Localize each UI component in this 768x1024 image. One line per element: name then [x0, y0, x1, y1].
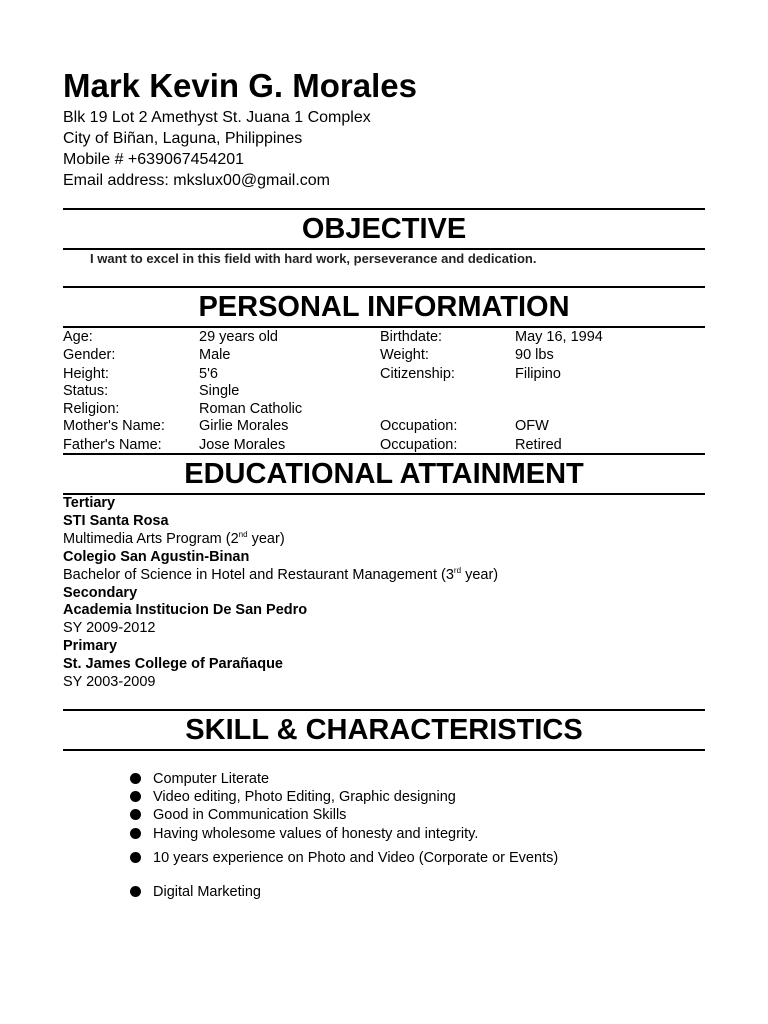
- school-name: St. James College of Parañaque: [63, 656, 283, 673]
- education-heading: EDUCATIONAL ATTAINMENT: [184, 458, 584, 490]
- personal-heading: PERSONAL INFORMATION: [198, 291, 570, 323]
- skill-item: Computer Literate: [130, 770, 269, 788]
- info-label: Occupation:: [380, 418, 458, 434]
- school-year: SY 2009-2012: [63, 620, 156, 637]
- objective-top-rule: [63, 208, 705, 210]
- info-row: [63, 400, 705, 418]
- objective-heading: OBJECTIVE: [301, 213, 467, 245]
- info-value: 90 lbs: [515, 347, 554, 363]
- email-address: Email address: mkslux00@gmail.com: [63, 172, 330, 189]
- info-row: [63, 417, 705, 435]
- info-value: Single: [199, 383, 240, 399]
- skills-heading: SKILL & CHARACTERISTICS: [185, 714, 583, 746]
- info-label: Height:: [63, 366, 109, 382]
- bullet-icon: [130, 791, 141, 802]
- secondary-label: Secondary: [63, 584, 138, 601]
- tertiary-label: Tertiary: [63, 495, 116, 511]
- info-label: Mother's Name:: [63, 418, 165, 434]
- info-value: Roman Catholic: [199, 401, 303, 417]
- school-year: SY 2003-2009: [63, 674, 156, 691]
- skill-item: Good in Communication Skills: [130, 806, 346, 824]
- objective-text: I want to excel in this field with hard work, perseverance and dedication.: [90, 251, 537, 266]
- info-label: Weight:: [380, 347, 429, 363]
- info-value: May 16, 1994: [515, 329, 603, 345]
- info-value: Retired: [515, 437, 562, 453]
- address-line-2: City of Biñan, Laguna, Philippines: [63, 130, 303, 147]
- skill-item: Having wholesome values of honesty and integrity.: [130, 825, 478, 843]
- info-label: Age:: [63, 329, 93, 345]
- info-row: [63, 436, 705, 454]
- info-value: Filipino: [515, 366, 561, 382]
- bullet-icon: [130, 886, 141, 897]
- bullet-icon: [130, 773, 141, 784]
- bullet-icon: [130, 852, 141, 863]
- address-line-1: Blk 19 Lot 2 Amethyst St. Juana 1 Complex: [63, 109, 371, 126]
- info-value: Jose Morales: [199, 437, 286, 453]
- skill-item: 10 years experience on Photo and Video (Corporate or Events): [130, 849, 558, 867]
- school-name: Colegio San Agustin-Binan: [63, 548, 250, 565]
- school-name: STI Santa Rosa: [63, 512, 169, 529]
- applicant-name: Mark Kevin G. Morales: [63, 67, 417, 104]
- personal-top-rule: [63, 286, 705, 288]
- info-value: Male: [199, 347, 231, 363]
- info-row: [63, 328, 705, 346]
- skills-top-rule: [63, 709, 705, 711]
- education-top-rule: [63, 453, 705, 455]
- skill-item: Video editing, Photo Editing, Graphic designing: [130, 788, 456, 806]
- skill-item: Digital Marketing: [130, 883, 261, 901]
- skills-bottom-rule: [63, 749, 705, 751]
- info-label: Occupation:: [380, 437, 458, 453]
- info-value: 5'6: [199, 366, 218, 382]
- info-label: Status:: [63, 383, 109, 399]
- info-value: 29 years old: [199, 329, 278, 345]
- contact-block: [63, 107, 371, 191]
- info-row: [63, 382, 705, 400]
- education-list: [63, 495, 498, 692]
- info-row: [63, 365, 705, 383]
- info-label: Birthdate:: [380, 329, 443, 345]
- info-value: OFW: [515, 418, 549, 434]
- primary-label: Primary: [63, 638, 118, 655]
- mobile-number: Mobile # +639067454201: [63, 151, 245, 168]
- info-value: Girlie Morales: [199, 418, 289, 434]
- bullet-icon: [130, 828, 141, 839]
- program-line: Bachelor of Science in Hotel and Restaurant Management (3rd year): [63, 565, 499, 583]
- info-label: Citizenship:: [380, 366, 455, 382]
- info-label: Religion:: [63, 401, 120, 417]
- info-row: [63, 346, 705, 364]
- school-name: Academia Institucion De San Pedro: [63, 602, 308, 619]
- program-line: Multimedia Arts Program (2nd year): [63, 529, 285, 547]
- bullet-icon: [130, 809, 141, 820]
- info-label: Father's Name:: [63, 437, 162, 453]
- info-label: Gender:: [63, 347, 116, 363]
